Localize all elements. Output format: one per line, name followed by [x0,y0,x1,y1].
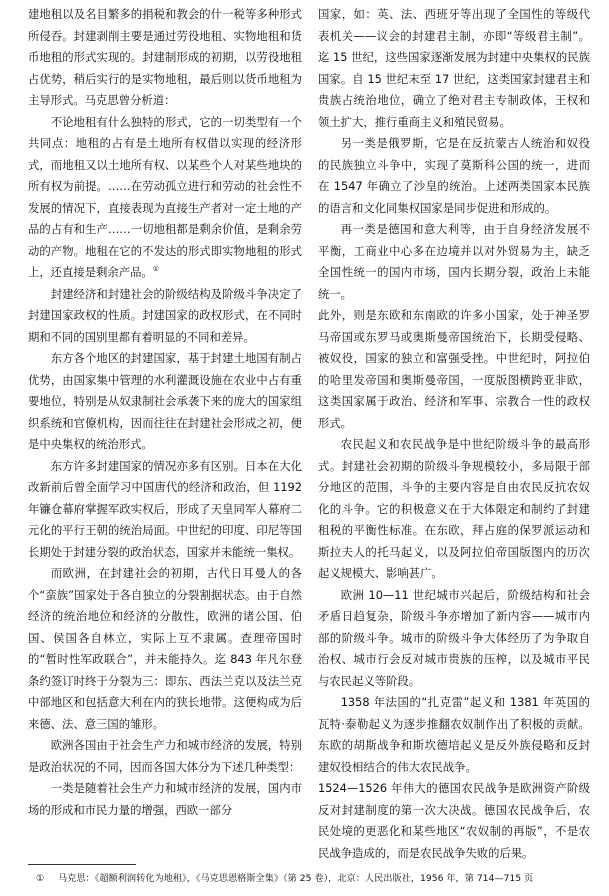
footnote-reference[interactable]: ① [152,265,160,274]
paragraph: 封建经济和封建社会的阶级结构及阶级斗争决定了封建国家政权的性质。封建国家的政权形式，在不同时期和不同的国别里都有着明显的不同和差异。 [28,286,302,344]
paragraph: 一类是随着社会生产力和城市经济的发展，国内市场的形成和市民力量的增强，西欧一部分 [28,781,302,817]
paragraph: 东方许多封建国家的情况亦多有区别。日本在大化改新前后曾全面学习中国唐代的经济和政治，但 1192 年镰仓幕府掌握军政实权后，形成了天皇同军人幕府二元化的平行王朝的统治局面。中世纪的印度、印尼等国长期处于封建分裂的政治状态，国家并未能统一集权。 [28,458,302,559]
paragraph: 1524—1526 年伟大的德国农民战争是欧洲资产阶级反对封建制度的第一次大决战。德国农民战争后，农民处境的更恶化和某些地区“农奴制的再版”，不是农民战争造成的，而是农民战争失败的后果。 [318,781,590,860]
paragraph: 而欧洲，在封建社会的初期，古代日耳曼人的各个“蛮族”国家处于各自独立的分裂割据状态。由于自然经济的统治地位和经济的分散性，欧洲的诸公国、伯国、侯国各自林立，实际上互不隶属。查理帝国时的“暂时性军政联合”，并未能持久。迄 843 年凡尔登条约签订时终于分裂为三：即东、西法兰克以及法兰克中部地区和包括意大利在内的狭长地带。这便构成为后来德、法、意三国的雏形。 [28,566,302,731]
paragraph: 东方各个地区的封建国家，基于封建土地国有制占优势，由国家集中管理的水利灌溉设施在农业中占有重要地位，特别是从奴隶制社会承袭下来的庞大的国家组织系统和官僚机构，因而往往在封建社会形成之初，便是中央集权的统治形式。 [28,351,302,451]
paragraph: 另一类是俄罗斯，它是在反抗蒙古人统治和奴役的民族独立斗争中，实现了莫斯科公国的统一，进而在 1547 年确立了沙皇的统治。上述两类国家本民族的语言和文化同集权国家是同步促进和形成的。 [318,136,590,215]
paragraph: 1358 年法国的“扎克雷”起义和 1381 年英国的瓦特·泰勒起义为逐步推翻农奴制作出了积极的贡献。东欧的胡斯战争和斯坎德培起义是反外族侵略和反封建奴役相结合的伟大农民战争。 [318,695,590,774]
paragraph: 国家，如：英、法、西班牙等出现了全国性的等级代表机关——议会的封建君主制，亦即“等级君主制”。迄 15 世纪，这些国家逐渐发展为封建中央集权的民族国家。自 15 世纪末至 17 世纪，这类国家封建君主和贵族占统治地位，确立了绝对君主专制政体，王权和领土扩大，推行重商主义和殖民贸易。 [318,7,590,129]
footnote [36,872,596,886]
footnote-text: 马克思：《超额利润转化为地租》，《马克思恩格斯全集》（第 25 卷），北京：人民出版社，1956 年，第 714—715 页 [58,873,534,884]
paragraph: 农民起义和农民战争是中世纪阶级斗争的最高形式。封建社会初期的阶级斗争规模较小，多局限于部分地区的范围，斗争的主要内容是自由农民反抗农奴化的斗争。它的积极意义在于大体限定和制约了封建租税的平衡性标准。在东欧，拜占庭的保罗派运动和斯拉夫人的托马起义，以及阿拉伯帝国版图内的历次起义规模大、影响甚广。 [318,437,590,580]
footnote-divider [28,864,136,865]
quote-text: 不论地租有什么独特的形式，它的一切类型有一个共同点：地租的占有是土地所有权借以实现的经济形式，而地租又以土地所有权、以某些个人对某些地块的所有权为前提。……在劳动孤立进行和劳动的社会性不发展的情况下，直接表现为直接生产者对一定土地的产品的占有和生产……一切地租都是剩余价值，是剩余劳动的产物。地租在它的不发达的形式即实物地租的形式上，还直接是剩余产品。 [28,114,302,279]
paragraph: 欧洲各国由于社会生产力和城市经济的发展，特别是政治状况的不同，因而各国大体分为下述几种类型： [28,738,302,774]
left-column [28,4,302,821]
footnote-mark: ① [36,873,45,884]
paragraph: 此外，则是东欧和东南欧的许多小国家，处于神圣罗马帝国或东罗马或奥斯曼帝国统治下，长期受侵略、被奴役，国家的独立和富强受挫。中世纪时，阿拉伯的哈里发帝国和奥斯曼帝国，一度版图横跨亚非欧，这类国家属于政治、经济和军事、宗教合一性的政权形式。 [318,308,590,430]
paragraph: 建地租以及名目繁多的捐税和教会的什一税等多种形式所侵吞。封建剥削主要是通过劳役地租、实物地租和货币地租的形式实现的。封建制形成的初期，以劳役地租占优势，稍后实行的是实物地租，最后则以货币地租为主导形式。马克思曾分析道： [28,7,302,107]
paragraph: 再一类是德国和意大利等，由于自身经济发展不平衡，工商业中心多在边境并以对外贸易为主，缺乏全国性统一的国内市场，国内长期分裂，政治上未能统一。 [318,222,590,301]
paragraph: 欧洲 10—11 世纪城市兴起后，阶级结构和社会矛盾日趋复杂，阶级斗争亦增加了新内容——城市内部的阶级斗争。城市的阶级斗争大体经历了为争取自治权、城市行会反对城市贵族的压榨，以及城市平民与农民起义等阶段。 [318,587,590,688]
right-column [318,4,590,864]
block-quote [28,112,302,284]
